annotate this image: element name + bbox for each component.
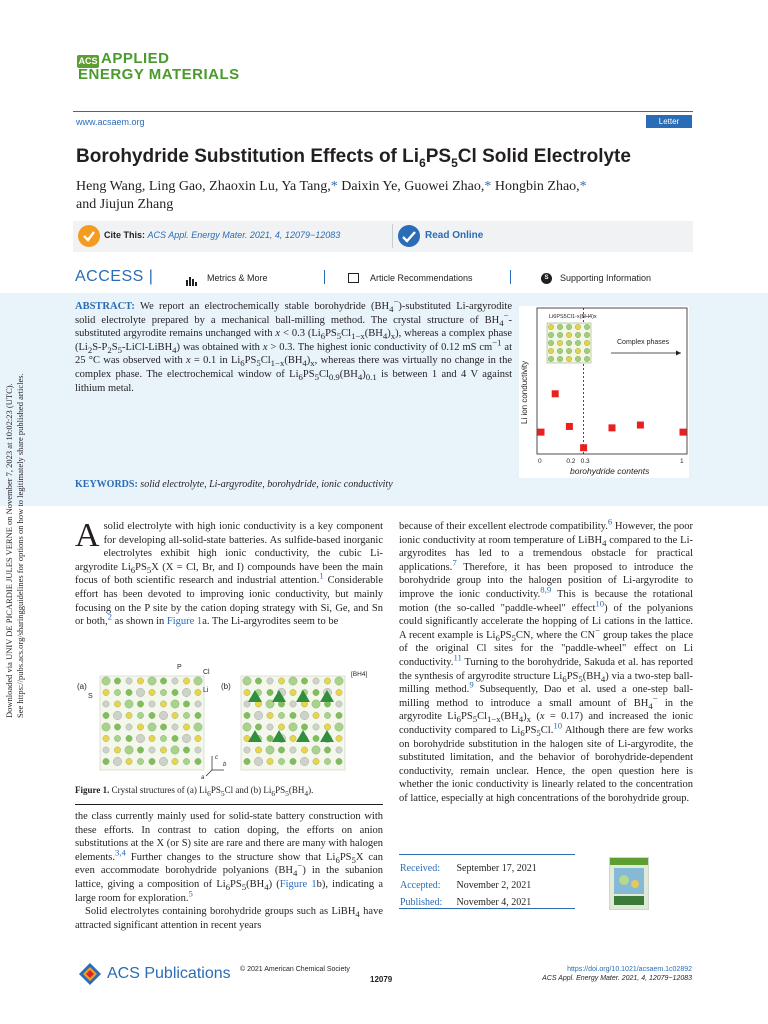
atom [172, 758, 178, 764]
download-notice: Downloaded via UNIV DE PICARDIE JULES VERNE on November 7, 2023 at 10:02:23 (UTC). See https://pubs.acs.org/sharingguidelines for options on how to legitimately share published articles. [4, 373, 25, 718]
data-point [580, 444, 587, 451]
atom [254, 711, 262, 719]
atom [171, 700, 179, 708]
atom [289, 677, 297, 685]
atom [103, 747, 109, 753]
inset-atom [548, 332, 554, 338]
atom [149, 747, 155, 753]
page-number: 12079 [370, 975, 393, 984]
inset-atom [566, 324, 572, 330]
article-recommendations-icon[interactable] [348, 273, 359, 283]
atom [114, 724, 120, 730]
atom [336, 758, 342, 764]
atom [125, 700, 133, 708]
label-cl: Cl [203, 669, 210, 676]
inset-atom [584, 324, 590, 330]
article-type-badge: Letter [646, 115, 692, 128]
metrics-more-link[interactable]: Metrics & More [207, 273, 268, 283]
access-label: ACCESS | [75, 268, 154, 285]
atom [137, 712, 143, 718]
atom [103, 735, 109, 741]
atom [255, 724, 261, 730]
body-left-bottom [75, 810, 383, 932]
atom [102, 677, 110, 685]
atom [313, 724, 319, 730]
axes-indicator [201, 755, 227, 781]
atom [313, 735, 319, 741]
toc-chart-svg [519, 306, 689, 478]
label-s: S [88, 693, 93, 700]
atom [278, 747, 284, 753]
inset-atom [575, 356, 581, 362]
atom [313, 758, 319, 764]
journal-reference: ACS Appl. Energy Mater. 2021, 4, 12079−12083 [542, 975, 692, 982]
inset-atom [566, 348, 572, 354]
atom [267, 712, 273, 718]
atom [195, 712, 201, 718]
atom [183, 712, 189, 718]
inset-atom [557, 340, 563, 346]
atom [335, 677, 343, 685]
atom [113, 757, 121, 765]
inset-atom [584, 340, 590, 346]
atom [290, 747, 296, 753]
inset-atom [575, 340, 581, 346]
atom [182, 734, 190, 742]
atom [113, 711, 121, 719]
journal-name-line1: APPLIED [101, 50, 170, 67]
atom [183, 758, 189, 764]
atom [324, 747, 330, 753]
atom [255, 747, 261, 753]
inset-atom [557, 332, 563, 338]
article-title: Borohydride Substitution Effects of $Li_6PS_5Cl$ Solid Electrolyte [76, 146, 631, 170]
atom [290, 701, 296, 707]
atom [300, 711, 308, 719]
journal-cover-thumbnail[interactable] [609, 857, 649, 910]
figure-1-caption: Figure 1. Crystal structures of (a) $Li_6PS_5Cl$ and (b) $Li_6PS_5(BH_4)$. [75, 785, 314, 798]
access-separator [324, 270, 325, 284]
cite-this[interactable]: Cite This: ACS Appl. Energy Mater. 2021, 4, 12079−12083 [104, 230, 341, 240]
atom [324, 712, 330, 718]
inset-atom [548, 356, 554, 362]
complex-phases-label: Complex phases [617, 339, 670, 346]
atom [160, 678, 166, 684]
data-point [566, 423, 573, 430]
label-p: P [177, 664, 182, 671]
atom [324, 724, 330, 730]
svg-text:a: a [201, 775, 205, 781]
x-tick-label: 0.2 [566, 458, 576, 465]
cite-check-icon[interactable] [78, 225, 100, 247]
atom [114, 735, 120, 741]
svg-text:c: c [215, 755, 218, 761]
atom [172, 689, 178, 695]
figure-rule [75, 804, 383, 805]
label-bh4: [BH4] [351, 671, 368, 678]
atom [336, 712, 342, 718]
atom [335, 723, 343, 731]
atom [160, 747, 166, 753]
atom [312, 746, 320, 754]
atom [290, 758, 296, 764]
atom [136, 688, 144, 696]
atom [160, 689, 166, 695]
atom [324, 758, 330, 764]
atom [267, 678, 273, 684]
inset-atom [566, 356, 572, 362]
atom [290, 735, 296, 741]
atom [255, 678, 261, 684]
keywords: KEYWORDS: solid electrolyte, Li-argyrodite, borohydride, ionic conductivity [75, 479, 393, 490]
atom [114, 689, 120, 695]
atom [313, 689, 319, 695]
journal-url-link[interactable]: www.acsaem.org [76, 117, 145, 127]
atom [148, 677, 156, 685]
figure-link[interactable]: Figure 1 [279, 878, 317, 890]
atom [126, 689, 132, 695]
crystal-inset [547, 323, 591, 363]
atom [126, 758, 132, 764]
atom [267, 689, 273, 695]
body-right [399, 516, 694, 805]
atom [159, 711, 167, 719]
inset-atom [557, 356, 563, 362]
inset-atom [548, 348, 554, 354]
data-point [637, 422, 644, 429]
atom [102, 723, 110, 731]
atom [114, 701, 120, 707]
inset-atom [584, 356, 590, 362]
atom [267, 758, 273, 764]
paragraph: because of their excellent electrode compatibility.$^6$ However, the poor ionic conductivity at room temperature of LiBH$_4$ compared to the Li-argyrodites has led to a tremendous obstacle for practical applications.$^7$ Therefore, it has been proposed to introduce the borohydride group into the halogen position of Li-argyrodite to improve the ionic conductivity.$^{8,9}$ This is because the rotational motion (the so-called "paddle-wheel" effect$^{10}$) of the polyanions could significantly accelerate the hopping of Li cations in the lattice. A recent example is $Li_6PS_5CN$, where the CN− group takes the place of the original Cl sites for the "paddle-wheel" effect on Li conductivity.$^{11}$ Turning to the borohydride, Sakuda et al. has reported the synthesis of argyrodite structure $Li_6PS_5(BH_4)$ via a two-step ball-milling method.$^9$ Subsequently, Dao et al. used a one-step ball-milling method to introduce a small amount of $BH_4^-$ in the argyrodite $Li_6PS_5Cl_{1-x}(BH_4)_x$ (x = 0.17) and increased the ionic conductivity compared to $Li_6PS_5Cl.^{10}$ Although there are few works on borohydride substitution in the halogen site of Li-argyrodite, the substituted limitation, and the behavior of borohydride-dependent conductivity, remain unclear. Hence, the open question here is whether the ionic conductivity is linearly related to the concentration of lattice, especially at high concentrations of the borohydride group. [399, 516, 694, 804]
data-point [609, 424, 616, 431]
paragraph: the class currently mainly used for solid-state battery construction with these efforts. In contrast to cation doping, the efforts on anion substitutions at the X (or S) site are rare and there are many with halogen elements.$^{3,4}$ Further changes to the structure show that $Li_6PS_5X$ can even accommodate borohydride polyanions $(BH_4^-)$ in the subanion lattice, giving a composition of $Li_6PS_5(BH_4)$ (Figure 1b), indicating a large room for exploration.$^5$ [75, 811, 384, 904]
atom [195, 747, 201, 753]
inset-atom [584, 332, 590, 338]
inset-atom [557, 324, 563, 330]
journal-name-line2: ENERGY MATERIALS [78, 66, 240, 83]
atom [149, 701, 155, 707]
inset-atom [575, 332, 581, 338]
atom [183, 678, 189, 684]
read-online-icon[interactable] [398, 225, 420, 247]
atom [313, 712, 319, 718]
atom [301, 678, 307, 684]
atom [290, 712, 296, 718]
atom [114, 678, 120, 684]
atom [103, 701, 109, 707]
publisher-name: ACS Publications [107, 965, 231, 982]
atom [149, 712, 155, 718]
atom [182, 688, 190, 696]
atom [194, 677, 202, 685]
svg-text:b: b [223, 762, 227, 768]
atom [195, 758, 201, 764]
data-point [680, 429, 687, 436]
atom [244, 758, 250, 764]
y-axis-label: Li ion conductivity [520, 360, 529, 424]
atom [172, 724, 178, 730]
atom [324, 678, 330, 684]
dates-rule [399, 908, 575, 909]
atom [266, 746, 274, 754]
atom [103, 758, 109, 764]
x-tick-label: 0.3 [580, 458, 590, 465]
abstract-text: ABSTRACT: We report an electrochemically stable borohydride $(BH_4^-)$-substituted Li-argyrodite solid electrolyte prepared by a mechanical ball-milling method. The crystal structure of $BH_4^-$-substituted argyrodite remains unchanged with x < 0.3 $(Li_6PS_5Cl_{1-x}(BH_4)_x)$, whereas a complex phase $(Li_2S-P_2S_5-LiCl-LiBH_4)$ was obtained with x > 0.3. The highest ionic conductivity of 0.12 mS $cm^{-1}$ at 25 °C was observed with x = 0.1 in $Li_6PS_5Cl_{1-x}(BH_4)_x$, whereas there was virtually no change in the complex phase. The electrochemical window of $Li_6PS_5Cl_{0.9}(BH_4)_{0.1}$ is between 1 and 4 V against lithium metal. [75, 296, 513, 394]
structure-b [241, 676, 345, 770]
atom [290, 689, 296, 695]
x-tick-label: 1 [680, 458, 684, 465]
structure-a [100, 676, 204, 770]
atom [254, 757, 262, 765]
atom [149, 758, 155, 764]
atom [149, 735, 155, 741]
atom [244, 689, 250, 695]
author-list: Heng Wang, Ling Gao, Zhaoxin Lu, Ya Tang,* Daixin Ye, Guowei Zhao,* Hongbin Zhao,* and Jiujun Zhang [76, 179, 587, 212]
x-axis-label: borohydride contents [570, 466, 650, 476]
atom [160, 701, 166, 707]
atom [137, 678, 143, 684]
inset-atom [548, 324, 554, 330]
atom [312, 700, 320, 708]
atom [183, 701, 189, 707]
atom [336, 747, 342, 753]
atom [183, 724, 189, 730]
atom [183, 747, 189, 753]
figure-1-svg [75, 662, 383, 787]
atom [159, 757, 167, 765]
inset-atom [575, 324, 581, 330]
paragraph: Solid electrolytes containing borohydride groups such as LiBH$_4$ have attracted significant attention in recent years [75, 906, 383, 931]
atom [313, 678, 319, 684]
dates-rule [399, 854, 575, 855]
atom [137, 747, 143, 753]
cite-divider [392, 224, 393, 248]
atom [172, 735, 178, 741]
atom [300, 757, 308, 765]
access-separator [510, 270, 511, 284]
copyright: © 2021 American Chemical Society [240, 966, 350, 973]
panel-a-label: (a) [77, 682, 87, 691]
atom [244, 747, 250, 753]
inset-atom [557, 348, 563, 354]
figure-link[interactable]: Figure 1 [166, 616, 203, 628]
acs-logo-badge: ACS [78, 56, 98, 66]
read-online-button[interactable]: Read Online [425, 230, 484, 241]
atom [267, 724, 273, 730]
inset-label: Li6PS5Cl1-x(BH4)x [549, 314, 597, 320]
atom [126, 724, 132, 730]
atom [195, 735, 201, 741]
atom [160, 724, 166, 730]
atom [126, 735, 132, 741]
atom [195, 701, 201, 707]
atom [278, 712, 284, 718]
header-rule [73, 111, 693, 112]
inset-atom [566, 340, 572, 346]
atom [244, 712, 250, 718]
atom [336, 689, 342, 695]
atom [137, 724, 143, 730]
data-point [538, 429, 545, 436]
inset-atom [566, 332, 572, 338]
intro-paragraph: Asolid electrolyte with high ionic conductivity is a key component for developing all-solid-state batteries. As sulfide-based inorganic electrolytes exhibit high ionic conductivity, the cubic Li-argyrodite $Li_6PS_5X$ (X = Cl, Br, and I) compounds have been the main focus of both scientific research and industrial attention.$^1$ Considerable effort has been devoted to improving ionic conductivity, but mainly focusing on the P site by the cation doping strategy with Si, Ge, and Sn or both,$^2$ as shown in Figure 1a. The Li-argyrodites seem to be [75, 517, 383, 628]
data-point [552, 390, 559, 397]
inset-atom [575, 348, 581, 354]
label-li: Li [203, 687, 209, 694]
atom [171, 746, 179, 754]
atom [278, 758, 284, 764]
figure-1 [75, 662, 383, 787]
atom [137, 758, 143, 764]
atom [125, 746, 133, 754]
atom [243, 723, 251, 731]
atom [194, 723, 202, 731]
atom [172, 678, 178, 684]
atom [148, 723, 156, 731]
atom [103, 712, 109, 718]
atom [243, 677, 251, 685]
supporting-info-link[interactable]: Supporting Information [560, 273, 652, 283]
atom [267, 735, 273, 741]
toc-graphic [519, 306, 689, 478]
atom [126, 678, 132, 684]
atom [149, 689, 155, 695]
atom [103, 689, 109, 695]
atom [172, 712, 178, 718]
publication-dates: Received: September 17, 2021 Accepted: November 2, 2021 Published: November 4, 2021 [400, 863, 537, 908]
atom [336, 701, 342, 707]
inset-atom [548, 340, 554, 346]
atom [301, 747, 307, 753]
atom [301, 724, 307, 730]
atom [160, 735, 166, 741]
atom [126, 712, 132, 718]
doi-link[interactable]: https://doi.org/10.1021/acsaem.1c02892 [567, 966, 692, 973]
metrics-icon[interactable] [186, 273, 198, 283]
acs-logo-icon [78, 962, 102, 986]
atom [136, 734, 144, 742]
atom [137, 701, 143, 707]
x-tick-label: 0 [538, 458, 542, 465]
atom [289, 723, 297, 731]
article-recommendations-link[interactable]: Article Recommendations [370, 273, 473, 283]
atom [114, 747, 120, 753]
atom [336, 735, 342, 741]
atom [195, 689, 201, 695]
body-left-top [75, 517, 383, 629]
atom [278, 724, 284, 730]
panel-b-label: (b) [221, 682, 231, 691]
atom [278, 678, 284, 684]
supporting-info-icon[interactable]: S [541, 273, 552, 284]
inset-atom [584, 348, 590, 354]
